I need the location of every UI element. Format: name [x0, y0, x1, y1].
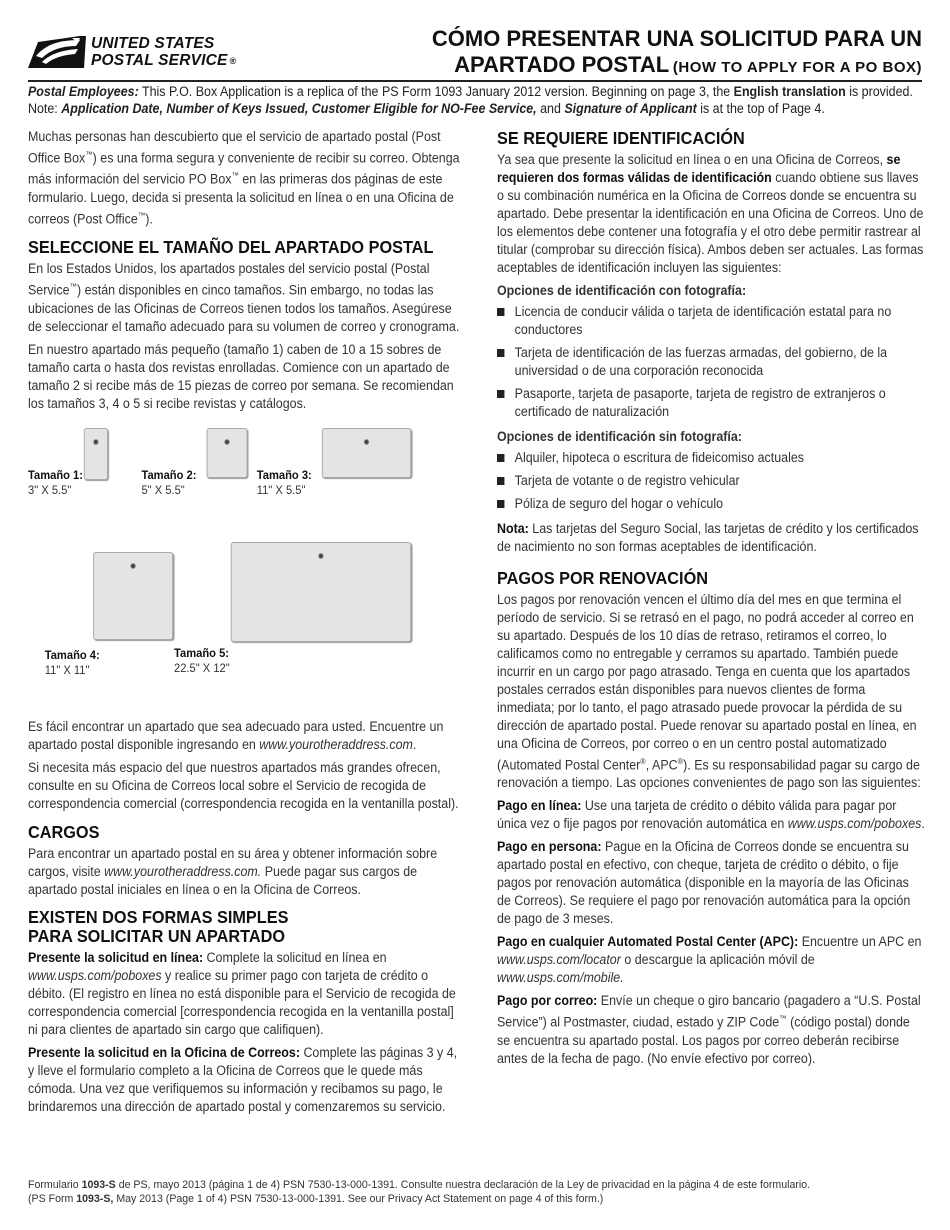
fees-paragraph: Para encontrar un apartado postal en su área y obtener información sobre cargos, visite www.yourotheraddress.com. Puede pagar sus cargos de apartado postal iniciales en línea o en la Oficina de Correos.: [28, 845, 438, 897]
id-paragraph: Ya sea que presente la solicitud en línea o en una Oficina de Correos, se requieren dos formas válidas de identificación cuando obtiene sus llaves o su combinación numérica en la Oficina de Correos donde se encuentra su apartado. Debe presentar la identificación en una Oficina de Correos. Uno de los elementos debe contener una fotografía y el otro debe permitir rastrear al titular (comprobar su dirección física). Ambos deben ser actuales. Las formas aceptables de identificación incluyen las siguientes:: [497, 152, 924, 275]
photo-id-heading: Opciones de identificación con fotografía:: [497, 283, 747, 298]
eagle-logo-icon: [28, 32, 86, 70]
footer-line-spanish: Formulario 1093-S de PS, mayo 2013 (página 1 de 4) PSN 7530-13-000-1391. Consulte nuestra declaración de la Ley de privacidad en la página 4 de este formulario.: [28, 1179, 811, 1191]
page-title: [432, 26, 922, 78]
logo-line-2: POSTAL SERVICE ®: [91, 52, 237, 69]
title-line-1: CÓMO PRESENTAR UNA SOLICITUD PARA UN: [431, 26, 922, 51]
footer-line-english: (PS Form 1093-S, May 2013 (Page 1 of 4) PSN 7530-13-000-1391. See our Privacy Act Statement on page 4 of this form.): [28, 1193, 604, 1205]
list-item: Tarjeta de identificación de las fuerzas armadas, del gobierno, de la universidad o de una corporación reconocida: [497, 344, 925, 380]
renewal-paragraph: Los pagos por renovación vencen el último día del mes en que termina el período de servicio. Si se retrasó en el pago, no podrá acceder al correo en su apartado. Después de los 10 días de retraso, retiramos el correo, lo calificamos como no entregable y cerramos su apartado. También puede incurrir en un cargo por pago atrasado. Tenga en cuenta que los apartados postales cerrados están disponibles para nuevos clientes de forma inmediata; por lo tanto, el pago atrasado puede provocar la pérdida de su dirección de apartado postal. Puede renovar su apartado postal en línea, en una Oficina de Correos, por correo o en un centro postal automatizado (Automated Postal Center®, APC®). Es su responsabilidad pagar su cargo de renovación a tiempo. Las opciones convenientes de pago son las siguientes:: [497, 592, 921, 791]
box-label-4: Tamaño 4: 11" X 11": [44, 647, 100, 677]
right-column: [497, 128, 925, 1073]
locator-link[interactable]: www.usps.com/locator: [497, 952, 621, 968]
poboxes-renewal-link[interactable]: www.usps.com/poboxes: [787, 816, 922, 832]
list-item: Tarjeta de votante o de registro vehicular: [497, 472, 925, 490]
size-paragraph-2: En nuestro apartado más pequeño (tamaño 1) caben de 10 a 15 sobres de tamaño carta o hasta dos revistas enrolladas. Comience con un apartado de tamaño 2 si recibe más de 15 piezas de correo por semana. Se recomiendan los tamaños 3, 4 o 5 si recibe revistas y catálogos.: [28, 341, 454, 411]
keyhole-icon: [318, 553, 324, 559]
find-box-paragraph: Es fácil encontrar un apartado que sea adecuado para usted. Encuentre un apartado postal disponible ingresando en www.yourotheraddress.com.: [28, 718, 444, 752]
box-label-3: Tamaño 3: 11" X 5.5": [256, 467, 312, 497]
pay-in-person-paragraph: Pago en persona: Pague en la Oficina de Correos donde se encuentra su apartado postal en efectivo, con cheque, tarjeta de crédito o débito, o fije pagos por renovación automática (disponible en la mayoría de las Oficinas de Correos). Se requiere el pago por renovación automática para la opción de pago de 3 meses.: [497, 839, 911, 927]
renewal-heading: PAGOS POR RENOVACIÓN: [497, 568, 709, 588]
intro-paragraph: Muchas personas han descubierto que el servicio de apartado postal (Post Office Box™) es una forma segura y conveniente de recibir su correo. Obtenga más información del servicio PO Box™ en las primeras dos páginas de este formulario. Luego, decida si presenta la solicitud en línea o en una Oficina de correos (Post Office™).: [28, 129, 460, 227]
mobile-link[interactable]: www.usps.com/mobile.: [497, 970, 624, 986]
keyhole-icon: [93, 439, 99, 445]
poboxes-link[interactable]: www.usps.com/poboxes: [28, 967, 162, 983]
po-box-size-3: [322, 428, 411, 478]
po-box-size-2: [207, 428, 248, 478]
pay-apc-paragraph: Pago en cualquier Automated Postal Center (APC): Encuentre un APC en www.usps.com/locator o descargue la aplicación móvil de www.usps.com/mobile.: [497, 934, 922, 986]
apply-office-paragraph: Presente la solicitud en la Oficina de Correos: Complete las páginas 3 y 4, y lleve el formulario completo a la Oficina de Correos que le quede más cómoda. Una vez que verifiquemos su información y recibamos su pago, le brindaremos una dirección de apartado postal y comenzaremos su servicio.: [28, 1044, 458, 1114]
more-space-paragraph: Si necesita más espacio del que nuestros apartados más grandes ofrecen, consulte en su Oficina de Correos local sobre el Servicio de recogida de correspondencia comercial (correspondencia recogida en la ventanilla postal).: [28, 759, 459, 811]
pay-mail-paragraph: Pago por correo: Envíe un cheque o giro bancario (pagadero a “U.S. Postal Service”) al Postmaster, ciudad, estado y ZIP Code™ (código postal) donde se encuentra su apartado postal. Los pagos por correo deberán recibirse antes de la fecha de pago. (No envíe efectivo por correo).: [497, 993, 921, 1066]
box-label-2: Tamaño 2: 5" X 5.5": [141, 467, 197, 497]
title-line-2: APARTADO POSTAL: [454, 52, 670, 77]
po-box-size-5: [231, 542, 411, 642]
box-size-illustrations: [28, 418, 430, 718]
nophoto-id-heading: Opciones de identificación sin fotografía:: [497, 429, 742, 444]
id-note: Nota: Las tarjetas del Seguro Social, las tarjetas de crédito y los certificados de nacimiento no son formas aceptables de identificación.: [497, 521, 919, 554]
yourotheraddress-link[interactable]: www.yourotheraddress.com: [259, 736, 413, 752]
list-item: Alquiler, hipoteca o escritura de fideicomiso actuales: [497, 449, 925, 467]
size-paragraph-1: En los Estados Unidos, los apartados postales del servicio postal (Postal Service™) están disponibles en cinco tamaños. Sin embargo, no todas las ubicaciones de las Oficinas de Correos tienen todos los tamaños. Asegúrese de seleccionar el tamaño adecuado para su volumen de correo y cronograma.: [28, 261, 460, 334]
keyhole-icon: [130, 563, 136, 569]
box-label-5: Tamaño 5: 22.5" X 12": [174, 645, 230, 675]
keyhole-icon: [224, 439, 230, 445]
logo-line-1: UNITED STATES: [91, 35, 215, 52]
postal-employees-notice: Postal Employees: This P.O. Box Application is a replica of the PS Form 1093 January 2012 version. Beginning on page 3, the English translation is provided. Note: Application Date, Number of Keys Issued, Customer Eligible for NO-Fee Service, and Signature of Applicant is at the top of Page 4.: [28, 84, 913, 116]
po-box-size-4: [93, 552, 173, 640]
page-header: [0, 0, 950, 82]
apply-online-paragraph: Presente la solicitud en línea: Complete la solicitud en línea en www.usps.com/poboxes y realice su primer pago con tarjeta de crédito o débito. (El registro en línea no está disponible para el Servicio de recogida de correspondencia comercial [correspondencia recogida en la ventanilla postal] ni para clientes de apartado sin cargo que califiquen).: [28, 949, 456, 1037]
fees-link[interactable]: www.yourotheraddress.com.: [104, 863, 262, 879]
apply-heading: EXISTEN DOS FORMAS SIMPLES PARA SOLICITAR UN APARTADO: [28, 906, 289, 946]
title-english: (HOW TO APPLY FOR A PO BOX): [672, 59, 922, 76]
header-rule: [28, 80, 922, 82]
keyhole-icon: [364, 439, 370, 445]
fees-heading: CARGOS: [28, 821, 100, 842]
id-heading: SE REQUIERE IDENTIFICACIÓN: [497, 128, 745, 148]
left-column: [28, 128, 460, 1121]
po-box-size-1: [84, 428, 108, 480]
list-item: Pasaporte, tarjeta de pasaporte, tarjeta de registro de extranjeros o certificado de naturalización: [497, 385, 925, 421]
form-footer: [28, 1178, 928, 1206]
usps-logo: [28, 30, 248, 74]
photo-id-list: [497, 303, 925, 421]
list-item: Licencia de conducir válida o tarjeta de identificación estatal para no conductores: [497, 303, 925, 339]
nophoto-id-list: [497, 449, 925, 513]
size-heading: SELECCIONE EL TAMAÑO DEL APARTADO POSTAL: [28, 237, 434, 258]
pay-online-paragraph: Pago en línea: Use una tarjeta de crédito o débito válida para pagar por única vez o fije pagos por renovación automática en www.usps.com/poboxes.: [497, 798, 925, 832]
box-label-1: Tamaño 1: 3" X 5.5": [28, 467, 83, 497]
list-item: Póliza de seguro del hogar o vehículo: [497, 495, 925, 513]
